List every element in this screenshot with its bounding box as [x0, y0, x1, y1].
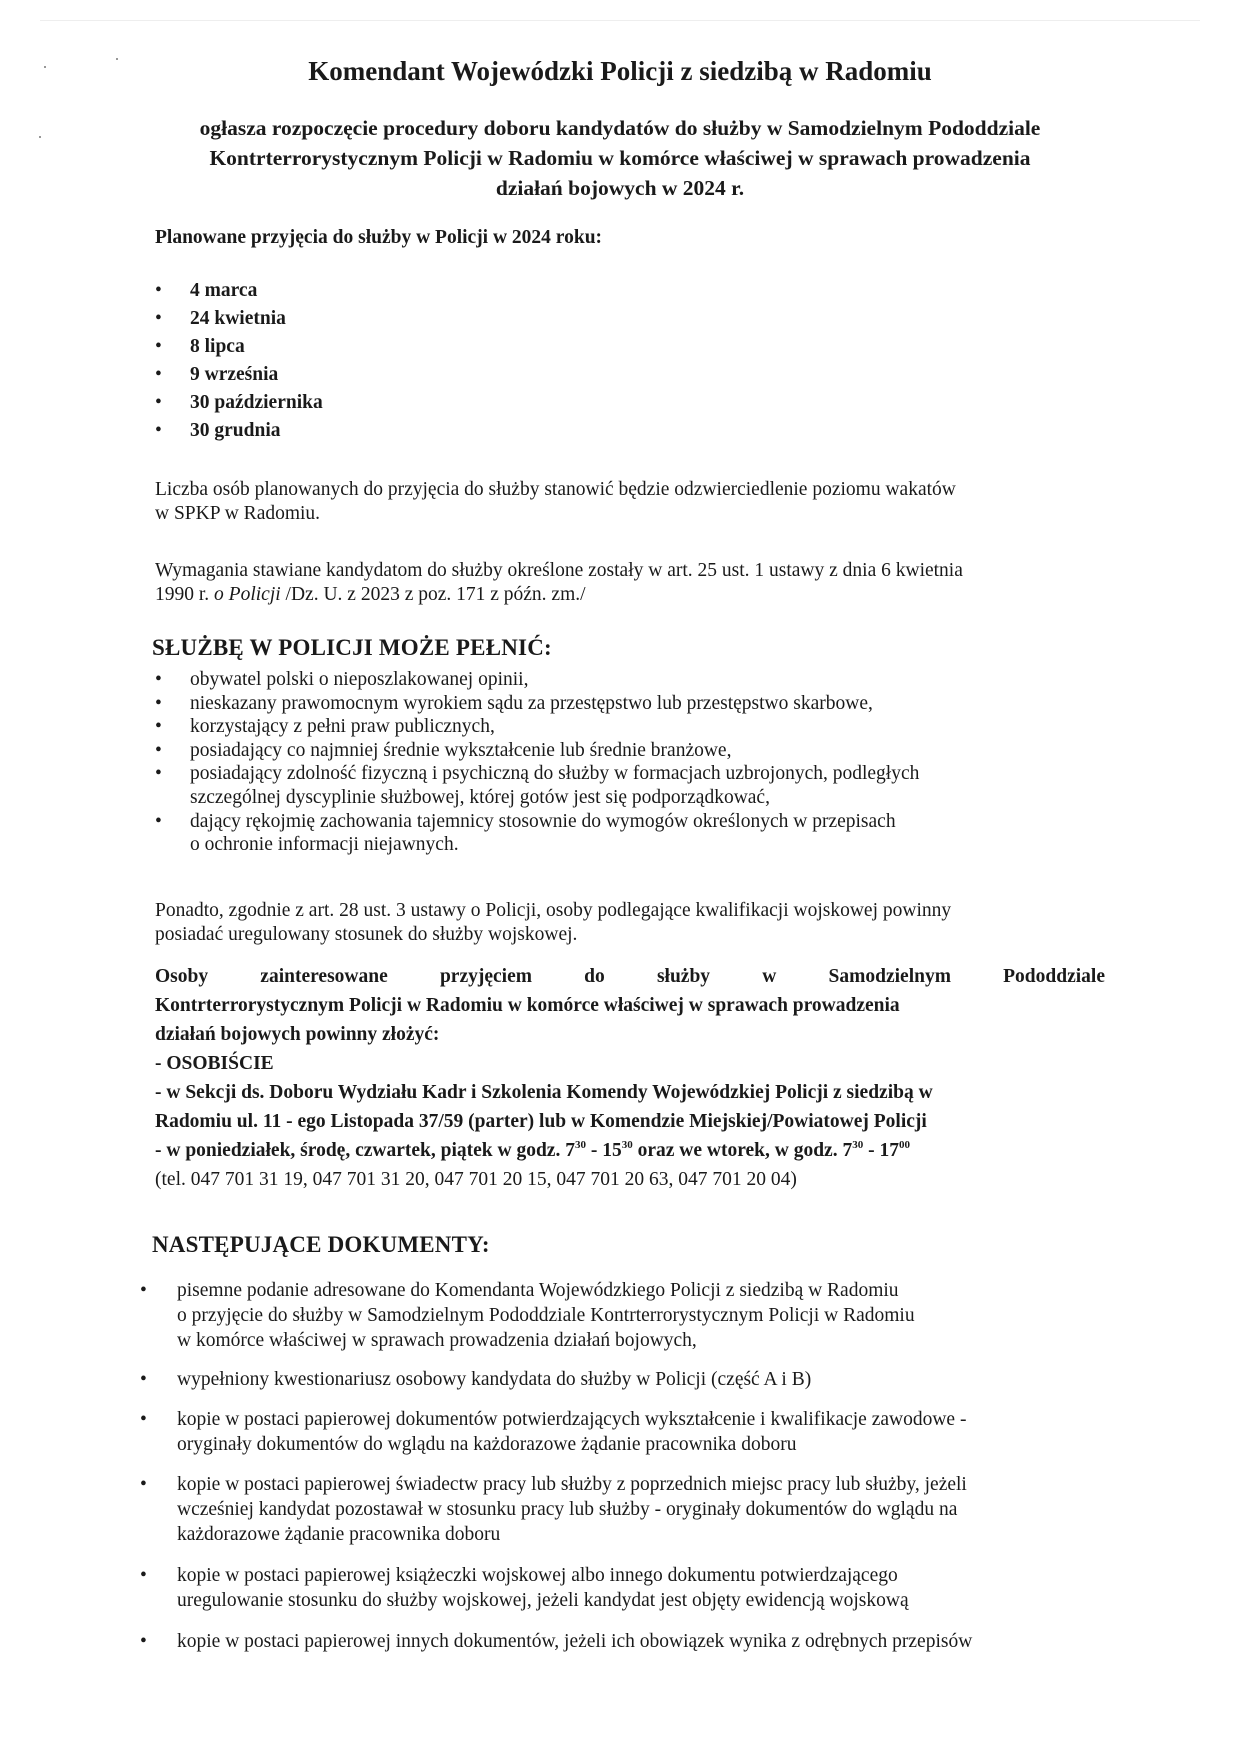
planned-admissions-heading: Planowane przyjęcia do służby w Policji w 2024 roku:	[155, 227, 603, 248]
item-line: o przyjęcie do służby w Samodzielnym Pododdziale Kontrterrorystycznym Policji w Radomiu	[177, 1305, 915, 1326]
document-item	[140, 1563, 972, 1613]
item-line: uregulowanie stosunku do służby wojskowej, jeżeli kandydat jest objęty ewidencją wojskową	[177, 1590, 909, 1611]
eligibility-item: • posiadający co najmniej średnie wykształcenie lub średnie branżowe,	[152, 739, 919, 763]
planned-date-item: • 4 marca	[152, 280, 323, 308]
eligibility-heading: SŁUŻBĘ W POLICJI MOŻE PEŁNIĆ:	[152, 635, 552, 660]
item-line: szczególnej dyscyplinie służbowej, której gotów jest się podporządkować,	[190, 786, 770, 808]
item-line: o ochronie informacji niejawnych.	[190, 834, 459, 856]
document-item	[140, 1278, 972, 1353]
item-line: • pisemne podanie adresowane do Komendanta Wojewódzkiego Policji z siedzibą w Radomiu	[177, 1280, 899, 1301]
eligibility-item: • nieskazany prawomocnym wyrokiem sądu za przestępstwo lub przestępstwo skarbowe,	[152, 692, 919, 716]
eligibility-item	[152, 762, 919, 809]
word: Pododdziale	[1003, 966, 1105, 987]
word: służby	[656, 966, 711, 987]
paragraph-line: w SPKP w Radomiu.	[155, 503, 321, 524]
office-hours-line	[155, 1136, 1105, 1165]
apply-line: Radomiu ul. 11 - ego Listopada 37/59 (parter) lub w Komendzie Miejskiej/Powiatowej Policji	[155, 1111, 927, 1132]
document-item	[140, 1407, 972, 1457]
documents-list	[140, 1278, 972, 1654]
item-line: każdorazowe żądanie pracownika doboru	[177, 1524, 501, 1545]
hour: 17	[879, 1140, 899, 1161]
phone-numbers: (tel. 047 701 31 19, 047 701 31 20, 047 701 20 15, 047 701 20 63, 047 701 20 04)	[155, 1169, 797, 1190]
eligibility-list	[152, 668, 919, 857]
text-span: -	[863, 1140, 880, 1161]
document-title: Komendant Wojewódzki Policji z siedzibą w Radomiu	[308, 56, 932, 86]
minute: 30	[574, 1139, 586, 1151]
planned-date-item: • 30 października	[152, 392, 323, 420]
word: zainteresowane	[260, 966, 388, 987]
scan-edge-line	[40, 20, 1200, 21]
hour: 7	[842, 1140, 853, 1161]
apply-line: działań bojowych powinny złożyć:	[155, 1024, 440, 1045]
word: Samodzielnym	[828, 966, 951, 987]
hour: 7	[565, 1140, 575, 1161]
vacancy-paragraph	[155, 478, 956, 526]
item-line: • dający rękojmię zachowania tajemnicy stosownie do wymogów określonych w przepisach	[190, 810, 896, 832]
minute: 30	[621, 1139, 633, 1151]
document-item	[140, 1472, 972, 1547]
apply-line: Kontrterrorystycznym Policji w Radomiu w komórce właściwej w sprawach prowadzenia	[155, 995, 900, 1016]
item-line: • wypełniony kwestionariusz osobowy kandydata do służby w Policji (część A i B)	[177, 1369, 812, 1390]
item-line: w komórce właściwej w sprawach prowadzenia działań bojowych,	[177, 1330, 697, 1351]
paragraph-line: Wymagania stawiane kandydatom do służby określone zostały w art. 25 ust. 1 ustawy z dnia 6 kwietnia	[155, 560, 963, 581]
act-title-italic: o Policji	[214, 584, 281, 605]
paragraph-line: Ponadto, zgodnie z art. 28 ust. 3 ustawy o Policji, osoby podlegające kwalifikacji wojskowej powinny	[155, 900, 952, 921]
military-paragraph	[155, 899, 951, 947]
item-line: • kopie w postaci papierowej innych dokumentów, jeżeli ich obowiązek wynika z odrębnych przepisów	[177, 1631, 973, 1652]
subtitle-line: ogłasza rozpoczęcie procedury doboru kandydatów do służby w Samodzielnym Pododdziale	[199, 116, 1041, 140]
word: Osoby	[155, 966, 209, 987]
item-line: • kopie w postaci papierowej książeczki wojskowej albo innego dokumentu potwierdzającego	[177, 1565, 898, 1586]
documents-heading: NASTĘPUJĄCE DOKUMENTY:	[152, 1232, 490, 1257]
item-line: oryginały dokumentów do wglądu na każdorazowe żądanie pracownika doboru	[177, 1434, 797, 1455]
item-line: • kopie w postaci papierowej dokumentów potwierdzających wykształcenie i kwalifikacje zawodowe -	[177, 1409, 967, 1430]
text-span: - w poniedziałek, środę, czwartek, piątek w godz.	[155, 1140, 566, 1161]
minute: 30	[852, 1139, 864, 1151]
apply-line: - OSOBIŚCIE	[155, 1053, 274, 1074]
text-span: /Dz. U. z 2023 z poz. 171 z późn. zm./	[280, 584, 586, 605]
apply-line: - w Sekcji ds. Doboru Wydziału Kadr i Szkolenia Komendy Wojewódzkiej Policji z siedzibą w	[155, 1082, 933, 1103]
planned-date-item: • 30 grudnia	[152, 420, 323, 448]
planned-date-item: • 9 września	[152, 364, 323, 392]
eligibility-item: • korzystający z pełni praw publicznych,	[152, 715, 919, 739]
paragraph-line: posiadać uregulowany stosunek do służby wojskowej.	[155, 924, 578, 945]
scan-speck	[39, 136, 41, 138]
text-span: -	[585, 1140, 603, 1161]
word: do	[584, 966, 605, 987]
document-item	[140, 1367, 972, 1392]
item-line: wcześniej kandydat pozostawał w stosunku pracy lub służby - oryginały dokumentów do wglądu na	[177, 1499, 958, 1520]
item-line: • kopie w postaci papierowej świadectw pracy lub służby z poprzednich miejsc pracy lub służby, jeżeli	[177, 1474, 967, 1495]
subtitle-line: Kontrterrorystycznym Policji w Radomiu w komórce właściwej w sprawach prowadzenia	[209, 146, 1031, 170]
minute: 00	[898, 1139, 910, 1151]
planned-dates-list	[152, 280, 323, 448]
subtitle-line: działań bojowych w 2024 r.	[495, 176, 745, 200]
eligibility-item: • obywatel polski o nieposzlakowanej opinii,	[152, 668, 919, 692]
document-item	[140, 1629, 972, 1654]
apply-line-justified	[155, 962, 1105, 991]
text-span: 1990 r.	[155, 584, 215, 605]
hour: 15	[602, 1140, 622, 1161]
paragraph-line: Liczba osób planowanych do przyjęcia do służby stanowić będzie odzwierciedlenie poziomu wakatów	[155, 479, 956, 500]
word: w	[762, 966, 777, 987]
text-span: oraz we wtorek, w godz.	[632, 1140, 843, 1161]
planned-date-item: • 24 kwietnia	[152, 308, 323, 336]
eligibility-item	[152, 810, 919, 857]
requirements-paragraph	[155, 559, 963, 607]
paragraph-line	[155, 583, 963, 607]
word: przyjęciem	[439, 966, 532, 987]
item-line: • posiadający zdolność fizyczną i psychiczną do służby w formacjach uzbrojonych, podległych	[190, 763, 920, 785]
document-subtitle	[120, 113, 1120, 203]
application-instructions	[155, 962, 1105, 1194]
planned-date-item: • 8 lipca	[152, 336, 323, 364]
